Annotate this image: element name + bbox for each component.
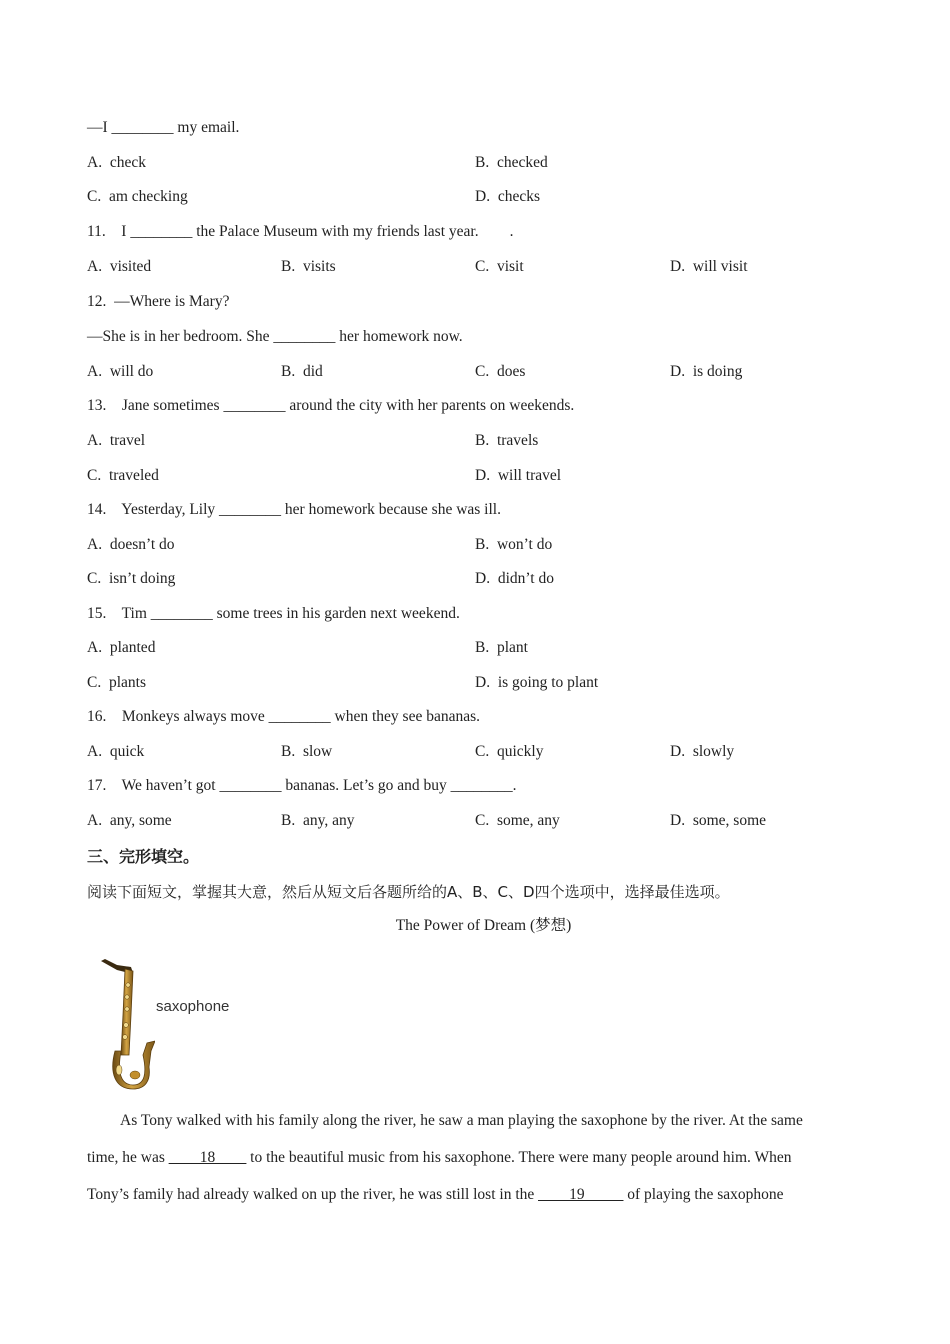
q13-stem: 13. Jane sometimes ________ around the city with her parents on weekends. [87, 397, 575, 414]
saxophone-label: saxophone [156, 998, 230, 1015]
q17-stem: 17. We haven’t got ________ bananas. Let’s go and buy ________. [87, 777, 517, 794]
q11-option-b[interactable]: B. visits [281, 258, 336, 275]
q10-answer-line: —I ________ my email. [87, 119, 240, 136]
q10-option-c[interactable]: C. am checking [87, 188, 188, 205]
q13-option-c[interactable]: C. traveled [87, 467, 159, 484]
q17-option-a[interactable]: A. any, some [87, 812, 172, 829]
q15-stem: 15. Tim ________ some trees in his garden next weekend. [87, 605, 460, 622]
q15-option-c[interactable]: C. plants [87, 674, 146, 691]
q13-option-d[interactable]: D. will travel [475, 467, 562, 484]
blank-18[interactable]: ____18____ [168, 1149, 247, 1166]
q14-option-c[interactable]: C. isn’t doing [87, 570, 176, 587]
q13-option-b[interactable]: B. travels [475, 432, 539, 449]
q16-option-a[interactable]: A. quick [87, 743, 145, 760]
q12-option-b[interactable]: B. did [281, 363, 323, 380]
passage-line-3: Tony’s family had already walked on up the river, he was still lost in the ____19_____ of playing the saxophone [87, 1186, 784, 1203]
blank-19[interactable]: ____19_____ [538, 1186, 624, 1203]
q11-option-c[interactable]: C. visit [475, 258, 524, 275]
q12-option-d[interactable]: D. is doing [670, 363, 743, 380]
q14-option-b[interactable]: B. won’t do [475, 536, 553, 553]
q16-stem: 16. Monkeys always move ________ when they see bananas. [87, 708, 481, 725]
q12-stem: 12. —Where is Mary? [87, 293, 230, 310]
q15-option-b[interactable]: B. plant [475, 639, 528, 656]
q11-stem: 11. I ________ the Palace Museum with my friends last year. . [87, 223, 514, 240]
q17-option-c[interactable]: C. some, any [475, 812, 560, 829]
q10-option-b[interactable]: B. checked [475, 154, 548, 171]
passage-title: The Power of Dream (梦想) [395, 917, 572, 934]
q13-option-a[interactable]: A. travel [87, 432, 146, 449]
q16-option-b[interactable]: B. slow [281, 743, 333, 760]
saxophone-image [95, 955, 155, 1090]
q15-option-d[interactable]: D. is going to plant [475, 674, 599, 691]
q17-option-d[interactable]: D. some, some [670, 812, 767, 829]
section-heading: 三、完形填空。 [87, 847, 200, 866]
q10-option-d[interactable]: D. checks [475, 188, 540, 205]
q12-option-a[interactable]: A. will do [87, 363, 154, 380]
q12-option-c[interactable]: C. does [475, 363, 526, 380]
q16-option-c[interactable]: C. quickly [475, 743, 544, 760]
q14-option-a[interactable]: A. doesn’t do [87, 536, 175, 553]
q15-option-a[interactable]: A. planted [87, 639, 156, 656]
q11-option-d[interactable]: D. will visit [670, 258, 748, 275]
q12-answer-line: —She is in her bedroom. She ________ her homework now. [87, 328, 463, 345]
passage-line-2: time, he was ____18____ to the beautiful music from his saxophone. There were many people around him. When [87, 1149, 792, 1166]
q17-option-b[interactable]: B. any, any [281, 812, 355, 829]
q11-option-a[interactable]: A. visited [87, 258, 152, 275]
section-instruction: 阅读下面短文，掌握其大意，然后从短文后各题所给的A、B、C、D四个选项中，选择最佳选项。 [87, 883, 730, 901]
q16-option-d[interactable]: D. slowly [670, 743, 735, 760]
passage-line-1: As Tony walked with his family along the river, he saw a man playing the saxophone by the river. At the same [120, 1112, 803, 1129]
q14-option-d[interactable]: D. didn’t do [475, 570, 554, 587]
q10-option-a[interactable]: A. check [87, 154, 146, 171]
q14-stem: 14. Yesterday, Lily ________ her homework because she was ill. [87, 501, 501, 518]
